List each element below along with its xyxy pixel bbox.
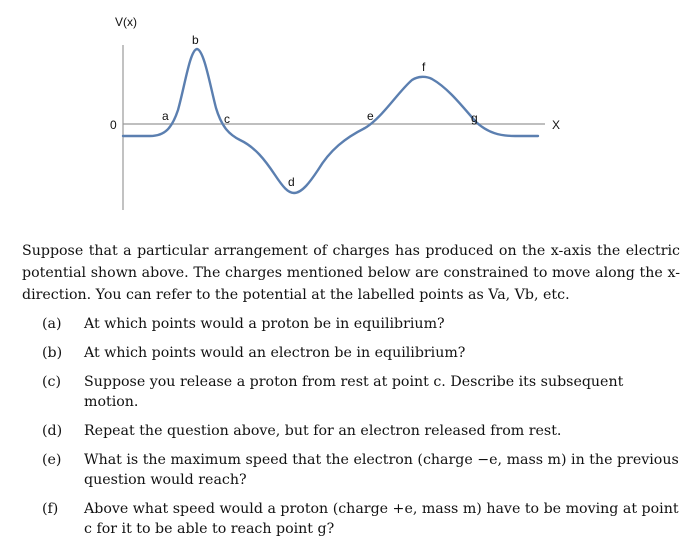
question-text: What is the maximum speed that the electron (charge −e, mass m) in the previous question would reach? [84, 452, 679, 488]
y-axis-label: V(x) [115, 15, 137, 29]
problem-intro: Suppose that a particular arrangement of charges has produced on the x-axis the electric potential shown above. The charges mentioned below are constrained to move along the x-direction. You can refer to the potential at the labelled points as Va, Vb, etc. [22, 243, 680, 303]
potential-figure [0, 0, 700, 230]
question-tag: (d) [42, 423, 63, 439]
question-text: At which points would an electron be in equilibrium? [84, 345, 466, 361]
question-text: Repeat the question above, but for an electron released from rest. [84, 423, 562, 439]
point-label-f: f [422, 60, 426, 74]
origin-label: 0 [110, 118, 117, 132]
question-b [42, 343, 680, 363]
question-tag: (a) [42, 316, 62, 332]
question-d [42, 421, 680, 441]
question-text: Suppose you release a proton from rest at point c. Describe its subsequent motion. [84, 374, 624, 410]
question-a [42, 314, 680, 334]
point-label-a: a [162, 109, 169, 123]
x-axis-label: X [552, 118, 561, 132]
point-label-e: e [367, 109, 374, 123]
question-tag: (f) [42, 501, 59, 517]
question-tag: (e) [42, 452, 62, 468]
question-text: Above what speed would a proton (charge +e, mass m) have to be moving at point c for it to be able to reach point g? [84, 501, 679, 537]
question-tag: (b) [42, 345, 63, 361]
point-label-g: g [471, 111, 478, 125]
question-text: At which points would a proton be in equilibrium? [84, 316, 445, 332]
question-c [42, 372, 680, 412]
question-f [42, 499, 680, 539]
question-e [42, 450, 680, 490]
question-tag: (c) [42, 374, 62, 390]
point-label-d: d [288, 175, 295, 189]
point-label-c: c [224, 112, 230, 126]
point-label-b: b [192, 33, 199, 47]
problem-text [22, 240, 680, 548]
